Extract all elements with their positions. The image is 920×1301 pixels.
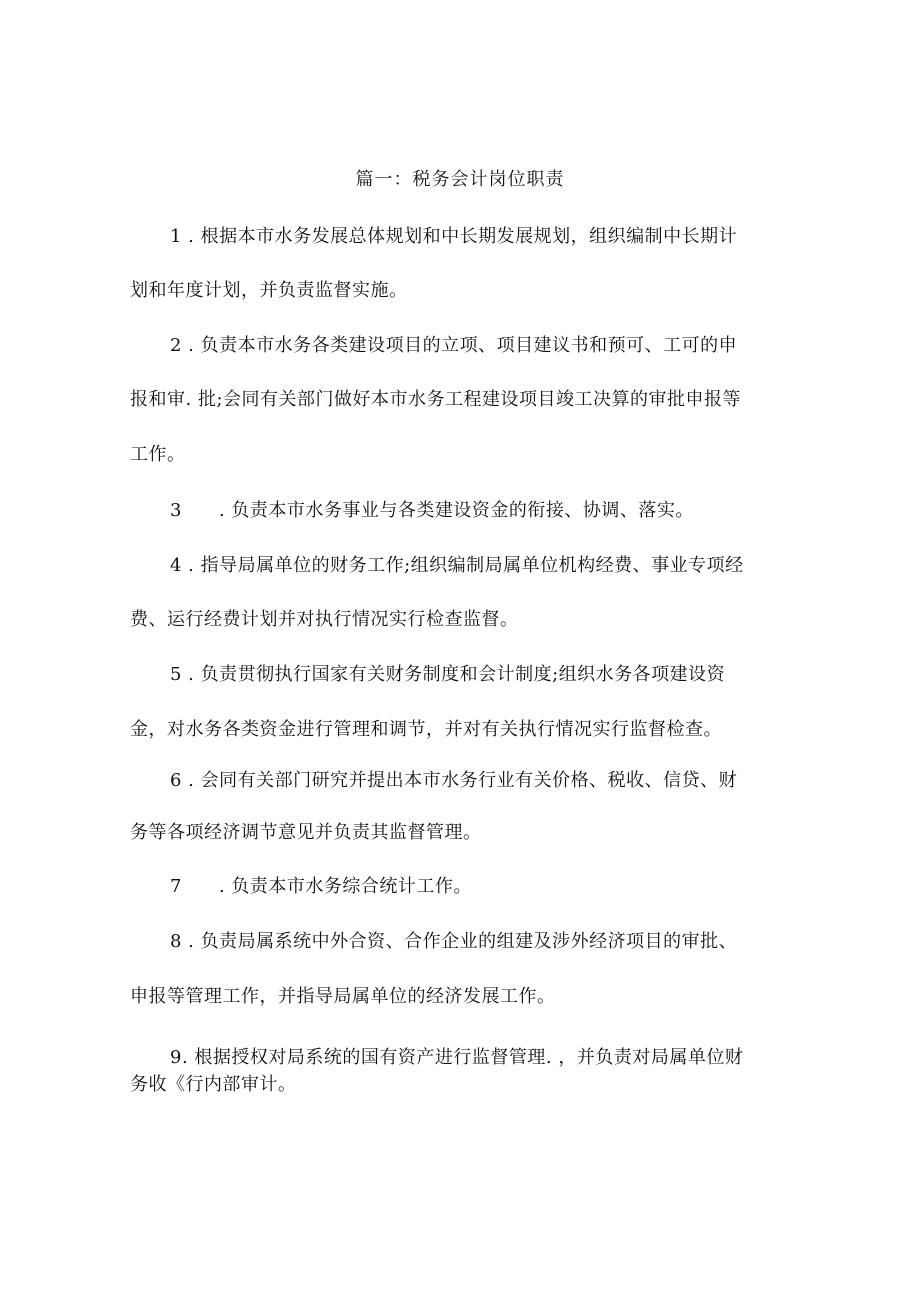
item-6-line-2: 务等各项经济调节意见并负责其监督管理。 [130,822,482,843]
item-7-line-1: 7 . 负责本市水务综合统计工作。 [170,876,472,897]
item-3-line-1: 3 . 负责本市水务事业与各类建设资金的衔接、协调、落实。 [170,500,694,521]
item-2-line-1: 2 . 负责本市水务各类建设项目的立项、项目建议书和预可、工可的申 [170,335,738,356]
item-5-line-2: 金，对水务各类资金进行管理和调节，并对有关执行情况实行监督检查。 [130,719,722,740]
item-8-line-2: 申报等管理工作，并指导局属单位的经济发展工作。 [130,986,556,1007]
item-4-line-2: 费、运行经费计划并对执行情况实行检查监督。 [130,609,519,630]
item-1-line-2: 划和年度计划，并负责监督实施。 [130,280,408,301]
document-title: 篇一：税务会计岗位职责 [355,169,565,190]
item-2-line-3: 工作。 [130,444,186,465]
item-9-line-2: 务收《行内部审计。 [130,1074,297,1095]
item-6-line-1: 6 . 会同有关部门研究并提出本市水务行业有关价格、税收、信贷、财 [170,770,738,791]
item-5-line-1: 5 . 负责贯彻执行国家有关财务制度和会计制度;组织水务各项建设资 [170,664,726,685]
item-9-line-1: 9. 根据授权对局系统的国有资产进行监督管理. ，并负责对局属单位财 [170,1047,744,1068]
item-2-line-2: 报和审. 批;会同有关部门做好本市水务工程建设项目竣工决算的审批申报等 [130,389,742,410]
item-4-line-1: 4 . 指导局属单位的财务工作;组织编制局属单位机构经费、事业专项经 [170,555,744,576]
item-8-line-1: 8 . 负责局属系统中外合资、合作企业的组建及涉外经济项目的审批、 [170,931,738,952]
item-1-line-1: 1 . 根据本市水务发展总体规划和中长期发展规划，组织编制中长期计 [170,226,738,247]
